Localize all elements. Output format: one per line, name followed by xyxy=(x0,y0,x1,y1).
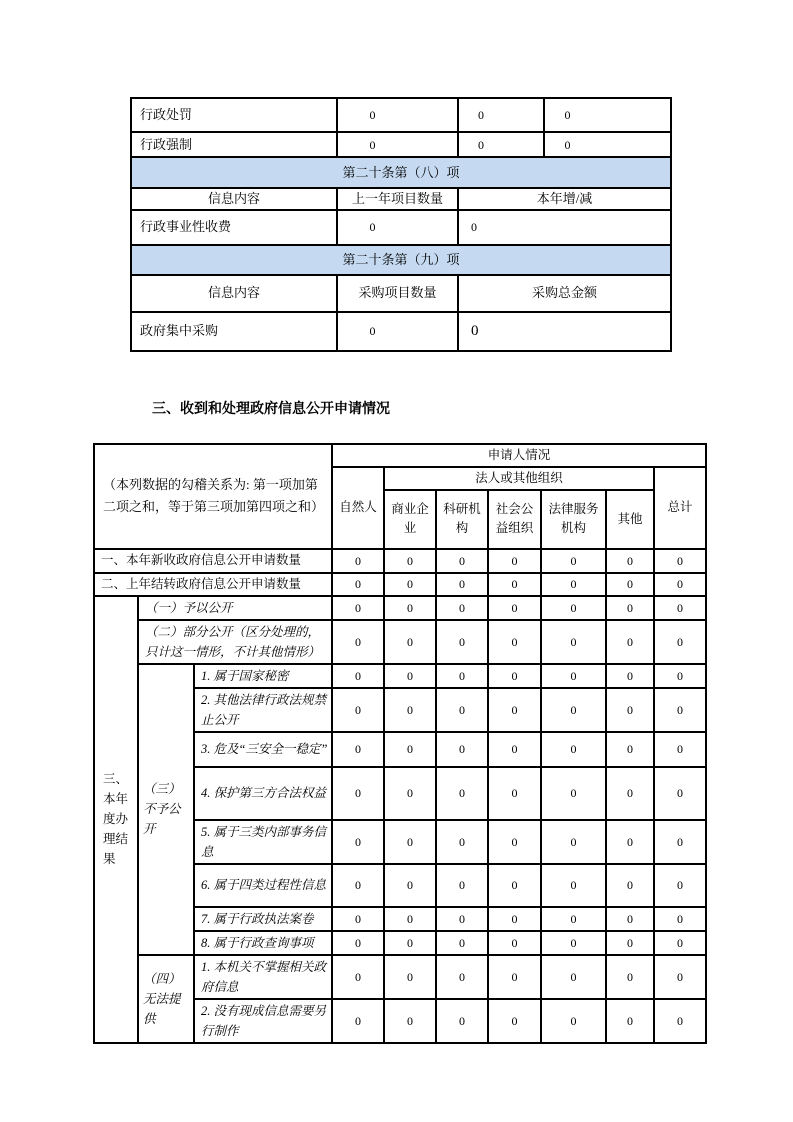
value-cell: 0 xyxy=(541,596,606,620)
value-cell: 0 xyxy=(384,549,436,573)
value-cell: 0 xyxy=(436,820,488,864)
section-title: 第二十条第（八）项 xyxy=(131,157,671,188)
value-cell: 0 xyxy=(332,620,384,664)
value-cell: 0 xyxy=(654,664,706,688)
header-row xyxy=(131,188,671,210)
value-cell: 0 xyxy=(606,767,654,820)
row-label: 7. 属于行政执法案卷 xyxy=(194,907,332,931)
row-label: （一）予以公开 xyxy=(138,596,332,620)
value-cell: 0 xyxy=(332,907,384,931)
value-cell: 0 xyxy=(654,732,706,767)
value-cell: 0 xyxy=(541,664,606,688)
value-cell: 0 xyxy=(541,732,606,767)
value-cell: 0 xyxy=(606,732,654,767)
row-label: 行政事业性收费 xyxy=(131,210,337,245)
value-cell: 0 xyxy=(654,688,706,732)
column-header: 采购总金额 xyxy=(458,275,671,312)
column-header: 其他 xyxy=(606,490,654,549)
value-cell: 0 xyxy=(606,688,654,732)
table-row xyxy=(131,132,671,157)
value-cell: 0 xyxy=(458,312,671,351)
value-cell: 0 xyxy=(436,864,488,907)
value-cell: 0 xyxy=(488,931,541,955)
column-header: 自然人 xyxy=(332,467,384,549)
row-label: 政府集中采购 xyxy=(131,312,337,351)
row-label: 行政强制 xyxy=(131,132,337,157)
value-cell: 0 xyxy=(654,907,706,931)
value-cell: 0 xyxy=(541,864,606,907)
value-cell: 0 xyxy=(488,549,541,573)
value-cell: 0 xyxy=(488,688,541,732)
table-row xyxy=(94,549,706,573)
column-header: 申请人情况 xyxy=(332,444,706,467)
row-group-label: 三、本年度办理结果 xyxy=(94,596,138,1043)
column-header: 法人或其他组织 xyxy=(384,467,654,490)
value-cell: 0 xyxy=(488,999,541,1043)
value-cell: 0 xyxy=(384,907,436,931)
value-cell: 0 xyxy=(541,907,606,931)
value-cell: 0 xyxy=(654,549,706,573)
value-cell: 0 xyxy=(337,98,458,132)
value-cell: 0 xyxy=(337,312,458,351)
value-cell: 0 xyxy=(337,210,458,245)
value-cell: 0 xyxy=(606,596,654,620)
value-cell: 0 xyxy=(436,999,488,1043)
value-cell: 0 xyxy=(436,573,488,596)
value-cell: 0 xyxy=(384,864,436,907)
value-cell: 0 xyxy=(488,596,541,620)
value-cell: 0 xyxy=(436,955,488,999)
column-header: 信息内容 xyxy=(131,188,337,210)
statute-items-table xyxy=(130,97,672,352)
value-cell: 0 xyxy=(541,573,606,596)
applications-table xyxy=(93,443,707,1044)
value-cell: 0 xyxy=(436,907,488,931)
value-cell: 0 xyxy=(541,999,606,1043)
table-row xyxy=(131,210,671,245)
value-cell: 0 xyxy=(332,732,384,767)
value-cell: 0 xyxy=(606,620,654,664)
value-cell: 0 xyxy=(541,820,606,864)
column-header: 社会公益组织 xyxy=(488,490,541,549)
value-cell: 0 xyxy=(544,98,671,132)
value-cell: 0 xyxy=(332,820,384,864)
value-cell: 0 xyxy=(606,864,654,907)
header-row xyxy=(94,444,706,467)
value-cell: 0 xyxy=(606,999,654,1043)
value-cell: 0 xyxy=(384,573,436,596)
value-cell: 0 xyxy=(384,955,436,999)
value-cell: 0 xyxy=(332,955,384,999)
value-cell: 0 xyxy=(436,688,488,732)
value-cell: 0 xyxy=(488,864,541,907)
value-cell: 0 xyxy=(606,955,654,999)
value-cell: 0 xyxy=(384,664,436,688)
row-label: 3. 危及“三安全一稳定” xyxy=(194,732,332,767)
table-row xyxy=(94,596,706,620)
value-cell: 0 xyxy=(654,931,706,955)
section-heading: 三、收到和处理政府信息公开申请情况 xyxy=(152,400,390,416)
row-group-label: （三）不予公开 xyxy=(138,664,194,955)
header-row xyxy=(131,275,671,312)
value-cell: 0 xyxy=(332,573,384,596)
value-cell: 0 xyxy=(384,931,436,955)
value-cell: 0 xyxy=(488,573,541,596)
value-cell: 0 xyxy=(458,210,671,245)
value-cell: 0 xyxy=(654,999,706,1043)
value-cell: 0 xyxy=(436,732,488,767)
row-label: 1. 属于国家秘密 xyxy=(194,664,332,688)
value-cell: 0 xyxy=(436,620,488,664)
column-header: 法律服务机构 xyxy=(541,490,606,549)
row-label: 2. 其他法律行政法规禁止公开 xyxy=(194,688,332,732)
row-label: 行政处罚 xyxy=(131,98,337,132)
section-title: 第二十条第（九）项 xyxy=(131,245,671,275)
value-cell: 0 xyxy=(541,931,606,955)
value-cell: 0 xyxy=(654,955,706,999)
column-header: 总计 xyxy=(654,467,706,549)
value-cell: 0 xyxy=(436,767,488,820)
value-cell: 0 xyxy=(458,98,544,132)
value-cell: 0 xyxy=(436,596,488,620)
value-cell: 0 xyxy=(654,820,706,864)
value-cell: 0 xyxy=(488,664,541,688)
value-cell: 0 xyxy=(541,549,606,573)
value-cell: 0 xyxy=(332,549,384,573)
row-label: 2. 没有现成信息需要另行制作 xyxy=(194,999,332,1043)
value-cell: 0 xyxy=(541,620,606,664)
table-row xyxy=(131,98,671,132)
value-cell: 0 xyxy=(654,596,706,620)
column-header: 商业企业 xyxy=(384,490,436,549)
value-cell: 0 xyxy=(332,864,384,907)
reconciliation-note: （本列数据的勾稽关系为: 第一项加第二项之和，等于第三项加第四项之和） xyxy=(94,444,332,549)
value-cell: 0 xyxy=(541,688,606,732)
value-cell: 0 xyxy=(488,732,541,767)
row-label: 5. 属于三类内部事务信息 xyxy=(194,820,332,864)
column-header: 本年增/减 xyxy=(458,188,671,210)
value-cell: 0 xyxy=(606,820,654,864)
value-cell: 0 xyxy=(606,573,654,596)
value-cell: 0 xyxy=(458,132,544,157)
value-cell: 0 xyxy=(606,664,654,688)
table-row xyxy=(94,620,706,664)
value-cell: 0 xyxy=(332,664,384,688)
value-cell: 0 xyxy=(384,732,436,767)
value-cell: 0 xyxy=(384,767,436,820)
value-cell: 0 xyxy=(488,820,541,864)
column-header: 信息内容 xyxy=(131,275,337,312)
value-cell: 0 xyxy=(488,955,541,999)
row-label: 6. 属于四类过程性信息 xyxy=(194,864,332,907)
row-label: 二、上年结转政府信息公开申请数量 xyxy=(94,573,332,596)
value-cell: 0 xyxy=(332,767,384,820)
value-cell: 0 xyxy=(654,620,706,664)
column-header: 采购项目数量 xyxy=(337,275,458,312)
value-cell: 0 xyxy=(332,596,384,620)
value-cell: 0 xyxy=(384,999,436,1043)
value-cell: 0 xyxy=(436,664,488,688)
value-cell: 0 xyxy=(541,767,606,820)
value-cell: 0 xyxy=(606,931,654,955)
value-cell: 0 xyxy=(606,907,654,931)
value-cell: 0 xyxy=(436,549,488,573)
section-title-row xyxy=(131,245,671,275)
row-label: （二）部分公开（区分处理的，只计这一情形，不计其他情形） xyxy=(138,620,332,664)
value-cell: 0 xyxy=(544,132,671,157)
value-cell: 0 xyxy=(384,820,436,864)
row-label: 1. 本机关不掌握相关政府信息 xyxy=(194,955,332,999)
value-cell: 0 xyxy=(384,596,436,620)
value-cell: 0 xyxy=(606,549,654,573)
column-header: 科研机构 xyxy=(436,490,488,549)
value-cell: 0 xyxy=(384,688,436,732)
value-cell: 0 xyxy=(332,931,384,955)
column-header: 上一年项目数量 xyxy=(337,188,458,210)
value-cell: 0 xyxy=(654,767,706,820)
table-row xyxy=(94,573,706,596)
table-row xyxy=(131,312,671,351)
value-cell: 0 xyxy=(332,999,384,1043)
value-cell: 0 xyxy=(488,907,541,931)
row-label: 4. 保护第三方合法权益 xyxy=(194,767,332,820)
table-row xyxy=(94,955,706,999)
section-title-row xyxy=(131,157,671,188)
value-cell: 0 xyxy=(384,620,436,664)
value-cell: 0 xyxy=(654,573,706,596)
value-cell: 0 xyxy=(541,955,606,999)
row-label: 一、本年新收政府信息公开申请数量 xyxy=(94,549,332,573)
table-row xyxy=(94,664,706,688)
row-label: 8. 属于行政查询事项 xyxy=(194,931,332,955)
value-cell: 0 xyxy=(332,688,384,732)
row-group-label: （四）无法提供 xyxy=(138,955,194,1043)
value-cell: 0 xyxy=(337,132,458,157)
value-cell: 0 xyxy=(654,864,706,907)
value-cell: 0 xyxy=(436,931,488,955)
value-cell: 0 xyxy=(488,620,541,664)
value-cell: 0 xyxy=(488,767,541,820)
